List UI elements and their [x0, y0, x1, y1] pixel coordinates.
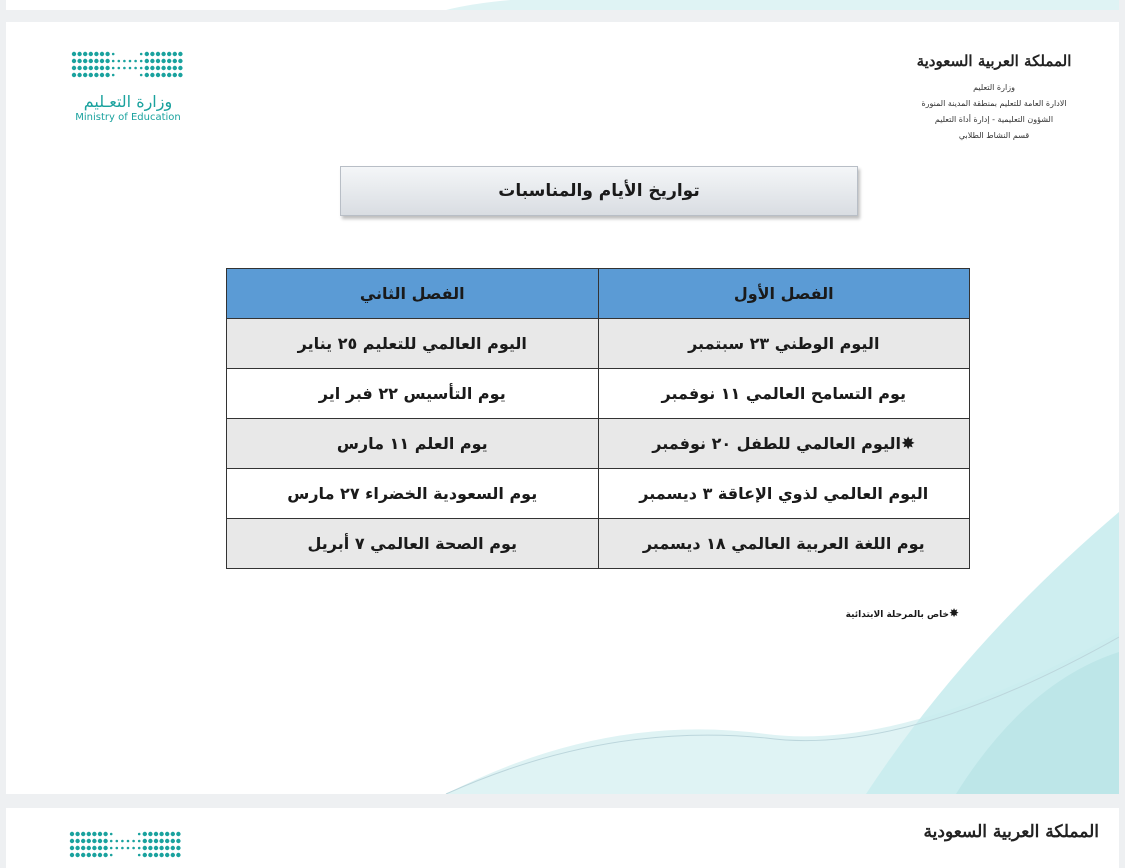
moe-english-name: Ministry of Education: [75, 112, 181, 123]
first-semester-cell: يوم اللغة العربية العالمي ١٨ ديسمبر: [598, 519, 970, 569]
kingdom-title: المملكة العربية السعودية: [923, 822, 1099, 842]
first-semester-cell: اليوم العالمي لذوي الإعاقة ٣ ديسمبر: [598, 469, 970, 519]
footnote-text: خاص بالمرحلة الابتدائية: [845, 610, 949, 620]
table-row: [227, 519, 970, 569]
table-header-row: [227, 269, 970, 319]
second-semester-cell: يوم التأسيس ٢٢ فبر اير: [227, 369, 599, 419]
header-line-affairs: الشؤون التعليمية - إدارة أداة التعليم: [934, 115, 1054, 124]
events-table: [226, 268, 970, 569]
kingdom-title: المملكة العربية السعودية: [916, 52, 1072, 70]
kingdom-header: [904, 52, 1084, 144]
dots-logo-icon: [68, 828, 188, 868]
previous-page-fragment: [6, 0, 1119, 10]
decorative-wave: [6, 0, 1119, 10]
document-title: تواريخ الأيام والمناسبات: [340, 166, 858, 216]
table-row: [227, 319, 970, 369]
second-semester-cell: يوم السعودية الخضراء ٢٧ مارس: [227, 469, 599, 519]
second-semester-cell: اليوم العالمي للتعليم ٢٥ يناير: [227, 319, 599, 369]
footnote: [846, 606, 959, 620]
second-semester-cell: يوم الصحة العالمي ٧ أبريل: [227, 519, 599, 569]
header-line-ministry: وزارة التعليم: [973, 83, 1015, 92]
ministry-of-education-logo: [68, 50, 188, 123]
moe-arabic-name: وزارة التعـليم: [83, 92, 173, 111]
next-page-fragment: [6, 808, 1119, 868]
first-semester-cell: يوم التسامح العالمي ١١ نوفمبر: [598, 369, 970, 419]
second-semester-cell: يوم العلم ١١ مارس: [227, 419, 599, 469]
header-second-semester: الفصل الثاني: [227, 269, 599, 319]
header-first-semester: الفصل الأول: [598, 269, 970, 319]
table-row: [227, 419, 970, 469]
star-marker-icon: ✸: [948, 606, 959, 620]
document-page: [6, 22, 1119, 794]
first-semester-cell-marked: [598, 419, 970, 469]
dots-logo-icon: [70, 50, 186, 84]
first-semester-cell: اليوم الوطني ٢٣ سبتمبر: [598, 319, 970, 369]
table-row: [227, 369, 970, 419]
table-row: [227, 469, 970, 519]
star-marker-icon: ✸: [900, 433, 916, 454]
header-line-department: قسم النشاط الطلابي: [958, 131, 1030, 140]
header-line-directorate: الادارة العامة للتعليم بمنطقة المدينة المنورة: [921, 99, 1067, 108]
cell-text: اليوم العالمي للطفل ٢٠ نوفمبر: [652, 433, 901, 453]
